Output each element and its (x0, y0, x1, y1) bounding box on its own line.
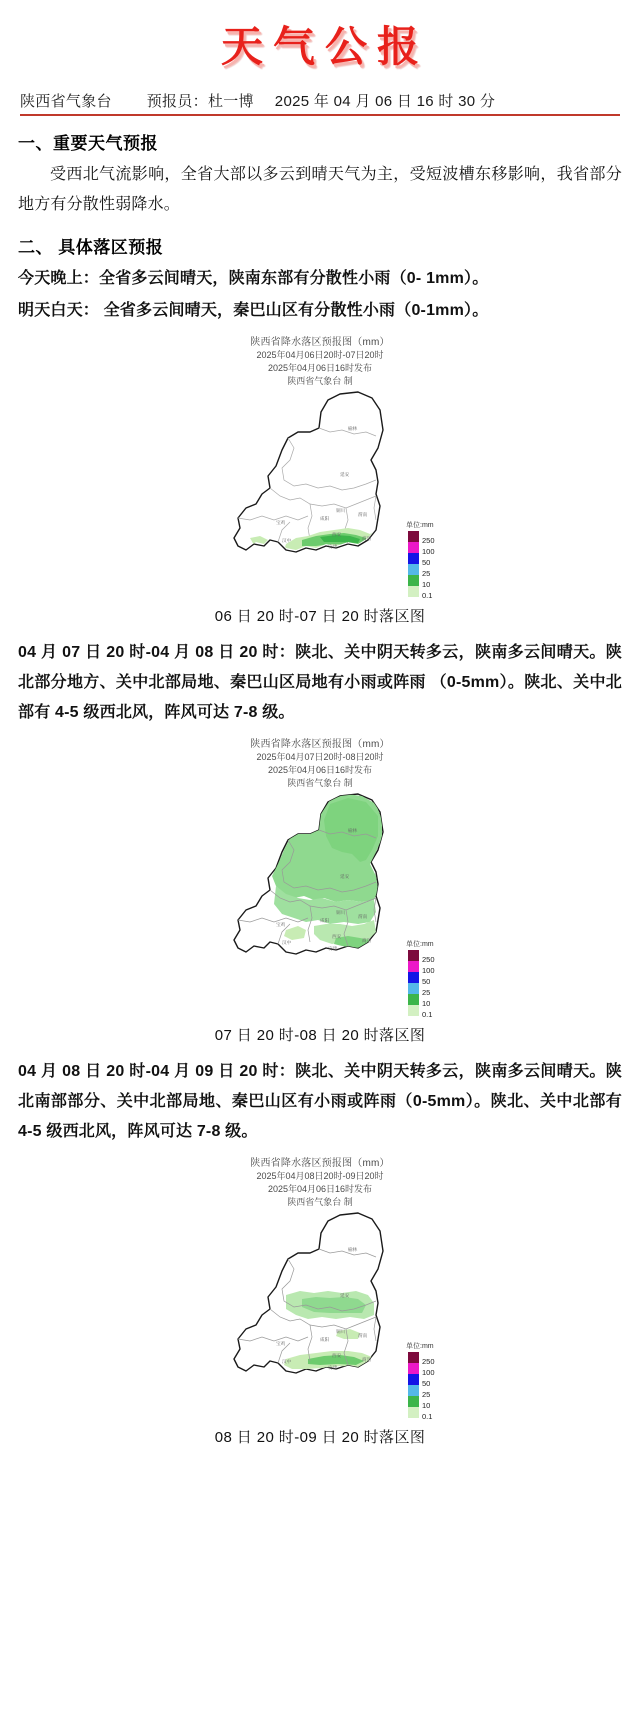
city-label-ankang: 安康 (328, 946, 338, 951)
legend-cell-100: 100 (408, 1363, 419, 1374)
city-label-xian: 西安 (332, 934, 342, 939)
map-3-caption: 08 日 20 时-09 日 20 时落区图 (214, 1429, 426, 1446)
map-2-issued: 2025年04月06日16时发布 (267, 765, 373, 775)
legend-cell-25: 25 (408, 983, 419, 994)
legend-unit-label: 单位:mm (406, 1343, 434, 1350)
map-1-issued: 2025年04月06日16时发布 (267, 363, 373, 373)
section-1-paragraph: 受西北气流影响，全省大部以多云到晴天气为主，受短波槽东移影响，我省部分地方有分散性弱降水。 (18, 166, 622, 213)
map-3-legend (406, 1341, 464, 1421)
tonight-forecast: 今天晚上：全省多云间晴天，陕南东部有分散性小雨（0- 1mm）。 (18, 270, 489, 287)
map-2-legend (406, 939, 464, 1019)
map-1-caption: 06 日 20 时-07 日 20 时落区图 (214, 608, 426, 625)
map-1-legend (406, 520, 464, 600)
city-label-baoji: 宝鸡 (276, 922, 286, 927)
map-3-title: 陕西省降水落区预报图（mm） (250, 1158, 390, 1169)
legend-colorbar (408, 531, 435, 600)
forecast-block-2: 04 月 08 日 20 时-04 月 09 日 20 时：陕北、关中阴天转多云，陕南多云间晴天。陕北南部部分、关中北部局地、秦巴山区有小雨或阵雨（0-5mm）。陕北、关中北部有 4-5 级西北风，阵风可达 7-8 级。 (18, 1063, 622, 1140)
legend-cell-100: 100 (408, 542, 419, 553)
issue-time: 2025 年 04 月 06 日 16 时 30 分 (274, 93, 496, 110)
legend-cell-250: 250 (408, 950, 419, 961)
legend-cell-50: 50 (408, 553, 419, 564)
city-label-hanzhong: 汉中 (282, 1359, 292, 1364)
city-label-yanan: 延安 (340, 874, 350, 879)
legend-cell-250: 250 (408, 1352, 419, 1363)
city-label-yulin: 榆林 (348, 1247, 358, 1252)
map-3-canvas (0, 1209, 640, 1424)
city-label-weinan: 渭南 (358, 512, 368, 517)
legend-cell-01: 0.1 (408, 586, 419, 597)
legend-unit-label: 单位:mm (406, 522, 434, 529)
map-3-period: 2025年04月08日20时-09日20时 (256, 1171, 384, 1181)
issuing-office: 陕西省气象台 (20, 93, 112, 110)
section-heading-1: 一、重要天气预报 (18, 134, 158, 153)
forecaster: 预报员：杜一博 (146, 93, 254, 110)
map-2-caption: 07 日 20 时-08 日 20 时落区图 (214, 1027, 426, 1044)
city-label-yulin: 榆林 (348, 828, 358, 833)
map-3-header (0, 1157, 640, 1209)
city-label-xianyang: 咸阳 (320, 516, 330, 521)
map-2-canvas (0, 790, 640, 1022)
city-label-ankang: 安康 (328, 1365, 338, 1370)
bulletin-header (20, 90, 620, 116)
map-1-period: 2025年04月06日20时-07日20时 (256, 350, 384, 360)
city-label-xian: 西安 (332, 1353, 342, 1358)
legend-cell-01: 0.1 (408, 1005, 419, 1016)
legend-cell-25: 25 (408, 1385, 419, 1396)
city-label-tongchuan: 铜川 (336, 910, 346, 915)
map-2-producer: 陕西省气象台 制 (287, 778, 353, 788)
legend-cell-250: 250 (408, 531, 419, 542)
forecast-block-1: 04 月 07 日 20 时-04 月 08 日 20 时：陕北、关中阴天转多云，陕南多云间晴天。陕北部分地方、关中北部局地、秦巴山区局地有小雨或阵雨 （0-5mm）。陕北、关中北部有 4-5 级西北风，阵风可达 7-8 级。 (18, 644, 622, 721)
legend-cell-50: 50 (408, 1374, 419, 1385)
city-label-yulin: 榆林 (348, 426, 358, 431)
map-2-period: 2025年04月07日20时-08日20时 (256, 752, 384, 762)
map-2-header (0, 738, 640, 790)
legend-cell-10: 10 (408, 1396, 419, 1407)
figure-map-2 (0, 738, 640, 1045)
city-label-weinan: 渭南 (358, 914, 368, 919)
city-label-shangluo: 商洛 (362, 1357, 372, 1362)
city-label-xianyang: 咸阳 (320, 1337, 330, 1342)
legend-cell-10: 10 (408, 575, 419, 586)
city-label-shangluo: 商洛 (362, 938, 372, 943)
page-title: 天气公报 (220, 23, 429, 70)
legend-cell-01: 0.1 (408, 1407, 419, 1418)
map-1-producer: 陕西省气象台 制 (287, 376, 353, 386)
province-outline (234, 392, 383, 552)
city-label-shangluo: 商洛 (362, 536, 372, 541)
city-label-baoji: 宝鸡 (276, 520, 286, 525)
city-label-tongchuan: 铜川 (336, 508, 346, 513)
city-label-xianyang: 咸阳 (320, 918, 330, 923)
city-label-hanzhong: 汉中 (282, 538, 292, 543)
legend-cell-100: 100 (408, 961, 419, 972)
city-label-hanzhong: 汉中 (282, 940, 292, 945)
map-3-issued: 2025年04月06日16时发布 (267, 1184, 373, 1194)
legend-cell-25: 25 (408, 564, 419, 575)
map-1-title: 陕西省降水落区预报图（mm） (250, 337, 390, 348)
map-1-canvas (0, 388, 640, 603)
figure-map-3 (0, 1157, 640, 1447)
tomorrow-forecast: 明天白天： 全省多云间晴天，秦巴山区有分散性小雨（0-1mm）。 (18, 302, 489, 319)
city-label-weinan: 渭南 (358, 1333, 368, 1338)
map-1-header (0, 336, 640, 388)
figure-map-1 (0, 336, 640, 626)
map-2-title: 陕西省降水落区预报图（mm） (250, 739, 390, 750)
legend-unit-label: 单位:mm (406, 941, 434, 948)
legend-colorbar (408, 950, 435, 1019)
city-label-tongchuan: 铜川 (336, 1329, 346, 1334)
city-label-yanan: 延安 (340, 1293, 350, 1298)
city-label-yanan: 延安 (340, 472, 350, 477)
city-label-xian: 西安 (332, 532, 342, 537)
legend-colorbar (408, 1352, 435, 1421)
city-label-baoji: 宝鸡 (276, 1341, 286, 1346)
title-block (0, 0, 640, 84)
legend-cell-10: 10 (408, 994, 419, 1005)
map-3-producer: 陕西省气象台 制 (287, 1197, 353, 1207)
legend-cell-50: 50 (408, 972, 419, 983)
section-heading-2: 二、 具体落区预报 (18, 238, 164, 257)
city-label-ankang: 安康 (328, 544, 338, 549)
